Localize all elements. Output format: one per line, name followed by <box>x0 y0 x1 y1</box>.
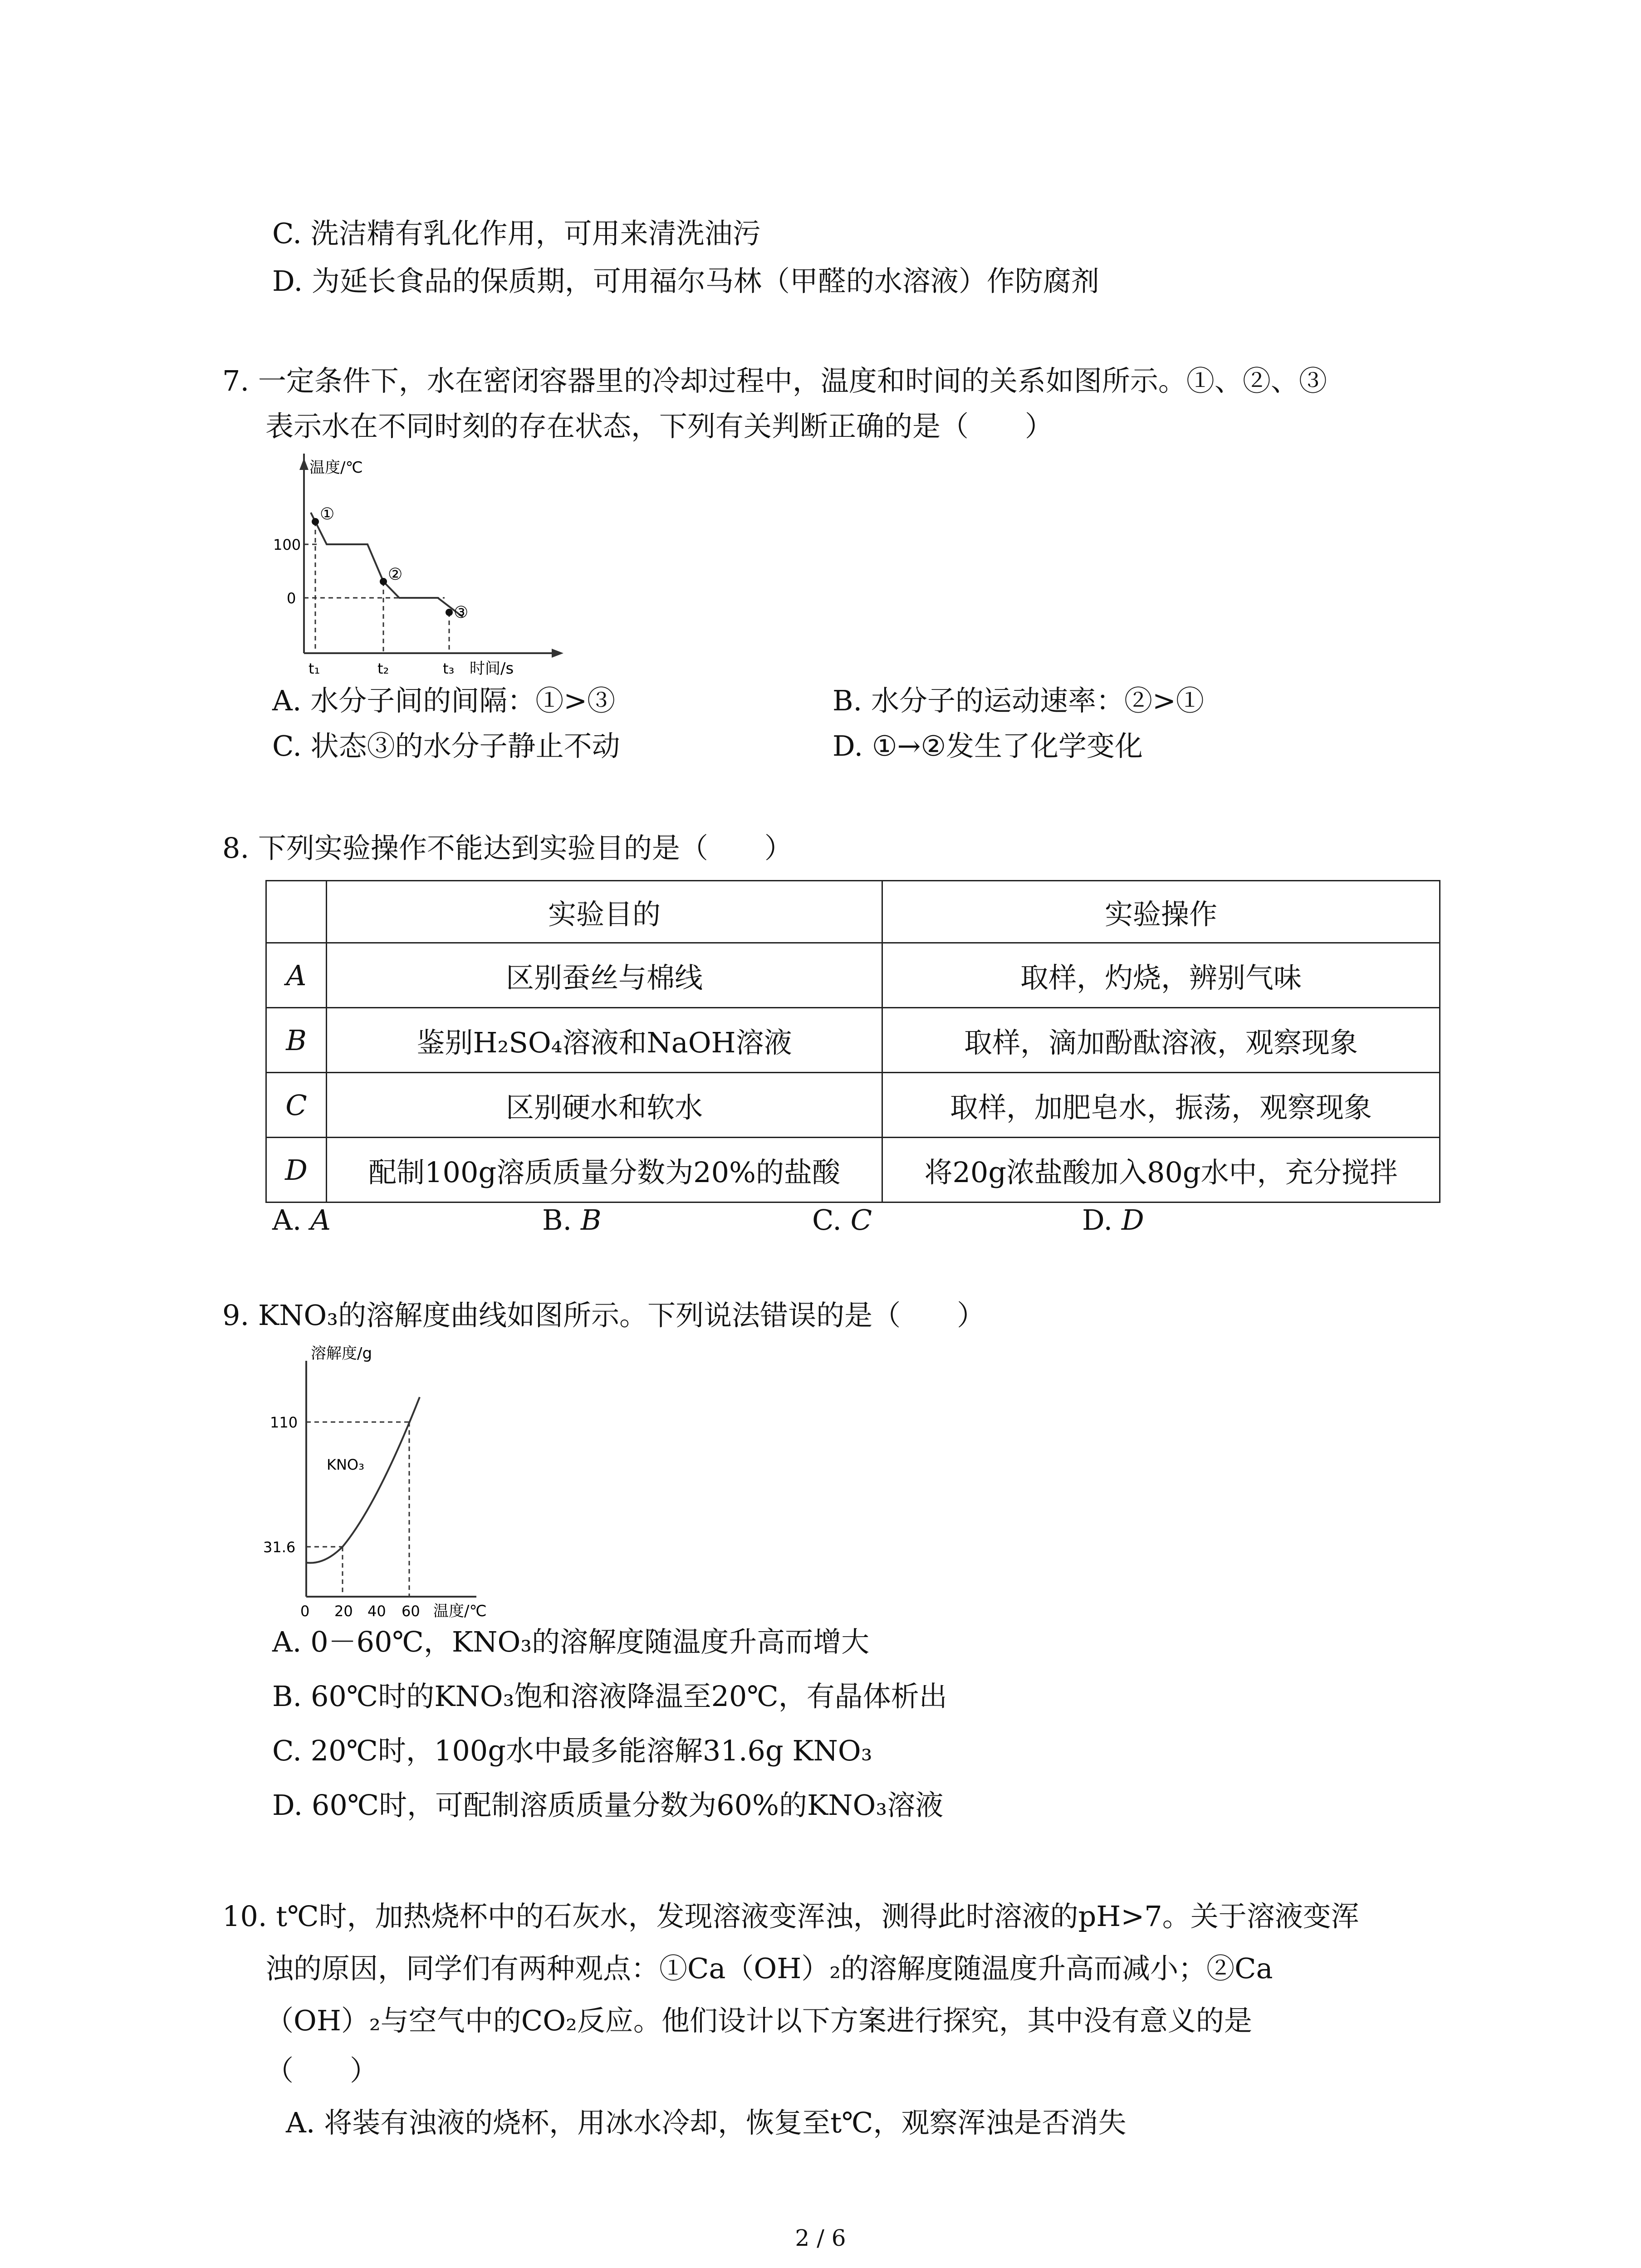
table-header-row <box>266 881 1440 943</box>
row-key: C <box>266 1073 327 1138</box>
q9-stem: 9. KNO₃的溶解度曲线如图所示。下列说法错误的是（ ） <box>222 1299 985 1332</box>
q9-solubility-chart <box>263 1343 517 1619</box>
q10-stem-line3: （OH）₂与空气中的CO₂反应。他们设计以下方案进行探究，其中没有意义的是 <box>265 2004 1252 2037</box>
q8-option-a-label: A. <box>272 1203 302 1237</box>
q8-option-b <box>542 1202 602 1238</box>
q7-x-tick-t3: t₃ <box>443 660 455 677</box>
row-operation: 取样，灼烧，辨别气味 <box>882 943 1440 1008</box>
q10-option-a: A. 将装有浊液的烧杯，用冰水冷却，恢复至t℃，观察浑浊是否消失 <box>286 2106 1127 2139</box>
table-row <box>266 943 1440 1008</box>
q7-stem-line2: 表示水在不同时刻的存在状态，下列有关判断正确的是（ ） <box>265 410 1053 443</box>
q8-option-c <box>812 1202 872 1238</box>
row-purpose: 鉴别H₂SO₄溶液和NaOH溶液 <box>327 1008 882 1073</box>
q7-x-label: 时间/s <box>470 660 514 678</box>
q8-stem: 8. 下列实验操作不能达到实验目的是（ ） <box>222 831 793 865</box>
row-key: D <box>266 1138 327 1202</box>
q7-point-3 <box>446 609 453 616</box>
q8-option-a-value: A <box>310 1203 331 1237</box>
q7-point-1 <box>312 518 319 525</box>
row-key: A <box>266 943 327 1008</box>
q9-option-b: B. 60℃时的KNO₃饱和溶液降温至20℃，有晶体析出 <box>272 1680 947 1713</box>
q8-option-d-value: D <box>1121 1203 1144 1237</box>
q9-y-label: 溶解度/g <box>311 1344 372 1363</box>
table-header-operation: 实验操作 <box>882 881 1440 943</box>
table-header-blank <box>266 881 327 943</box>
q9-x-label: 温度/℃ <box>433 1602 487 1619</box>
q8-option-b-label: B. <box>542 1203 572 1237</box>
q7-point-2 <box>380 578 387 585</box>
q9-x-tick-0: 0 <box>300 1603 310 1619</box>
q9-option-a: A. 0－60℃，KNO₃的溶解度随温度升高而增大 <box>272 1625 870 1658</box>
q7-cooling-curve <box>311 513 463 617</box>
row-purpose: 区别硬水和软水 <box>327 1073 882 1138</box>
row-key: B <box>266 1008 327 1073</box>
row-operation: 取样，滴加酚酞溶液，观察现象 <box>882 1008 1440 1073</box>
q7-option-c: C. 状态③的水分子静止不动 <box>272 729 620 763</box>
q8-option-d-label: D. <box>1082 1203 1113 1237</box>
row-operation: 取样，加肥皂水，振荡，观察现象 <box>882 1073 1440 1138</box>
q10-stem-line2: 浊的原因，同学们有两种观点：①Ca（OH）₂的溶解度随温度升高而减小；②Ca <box>265 1952 1273 1985</box>
q8-option-b-value: B <box>581 1203 602 1237</box>
row-purpose: 区别蚕丝与棉线 <box>327 943 882 1008</box>
q10-stem-line4: （ ） <box>265 2054 378 2087</box>
q10-stem-line1: 10. t℃时，加热烧杯中的石灰水，发现溶液变浑浊，测得此时溶液的pH>7。关于溶液变浑 <box>222 1900 1359 1933</box>
q7-x-axis-arrow <box>552 649 563 658</box>
q9-option-d: D. 60℃时，可配制溶质质量分数为60%的KNO₃溶液 <box>272 1789 944 1822</box>
q7-option-d: D. ①→②发生了化学变化 <box>833 729 1143 763</box>
q7-temperature-time-chart <box>263 454 572 680</box>
q7-y-tick-0: 0 <box>287 590 296 607</box>
q7-stem-line1: 7. 一定条件下，水在密闭容器里的冷却过程中，温度和时间的关系如图所示。①、②、③ <box>222 364 1327 397</box>
q8-option-a <box>272 1202 331 1238</box>
q9-y-tick-31-6: 31.6 <box>263 1539 296 1556</box>
q9-option-c: C. 20℃时，100g水中最多能溶解31.6g KNO₃ <box>272 1734 872 1767</box>
q8-option-c-value: C <box>850 1203 872 1237</box>
q7-option-a: A. 水分子间的间隔：①>③ <box>272 684 616 717</box>
table-header-purpose: 实验目的 <box>327 881 882 943</box>
row-purpose: 配制100g溶质质量分数为20%的盐酸 <box>327 1138 882 1202</box>
q6-option-c: C. 洗洁精有乳化作用，可用来清洗油污 <box>272 217 761 250</box>
q7-y-label: 温度/℃ <box>309 459 363 477</box>
q8-option-c-label: C. <box>812 1203 842 1237</box>
q9-y-tick-110: 110 <box>270 1414 298 1431</box>
table-row <box>266 1073 1440 1138</box>
q7-marker-3: ③ <box>454 603 469 622</box>
q7-x-tick-t1: t₁ <box>309 660 320 677</box>
table-row <box>266 1008 1440 1073</box>
q6-option-d: D. 为延长食品的保质期，可用福尔马林（甲醛的水溶液）作防腐剂 <box>272 264 1099 298</box>
table-row <box>266 1138 1440 1202</box>
q9-x-tick-40: 40 <box>367 1603 386 1619</box>
q7-marker-1: ① <box>320 505 335 523</box>
q9-x-tick-60: 60 <box>402 1603 420 1619</box>
q7-y-tick-100: 100 <box>273 536 301 553</box>
row-operation: 将20g浓盐酸加入80g水中，充分搅拌 <box>882 1138 1440 1202</box>
page-number: 2 / 6 <box>795 2225 846 2251</box>
q7-option-b: B. 水分子的运动速率：②>① <box>833 684 1204 717</box>
q9-x-tick-20: 20 <box>334 1603 353 1619</box>
q9-curve-label: KNO₃ <box>327 1456 364 1473</box>
q8-option-d <box>1082 1202 1144 1238</box>
q7-x-tick-t2: t₂ <box>377 660 389 677</box>
q7-marker-2: ② <box>388 565 403 584</box>
q8-experiment-table <box>265 880 1440 1203</box>
